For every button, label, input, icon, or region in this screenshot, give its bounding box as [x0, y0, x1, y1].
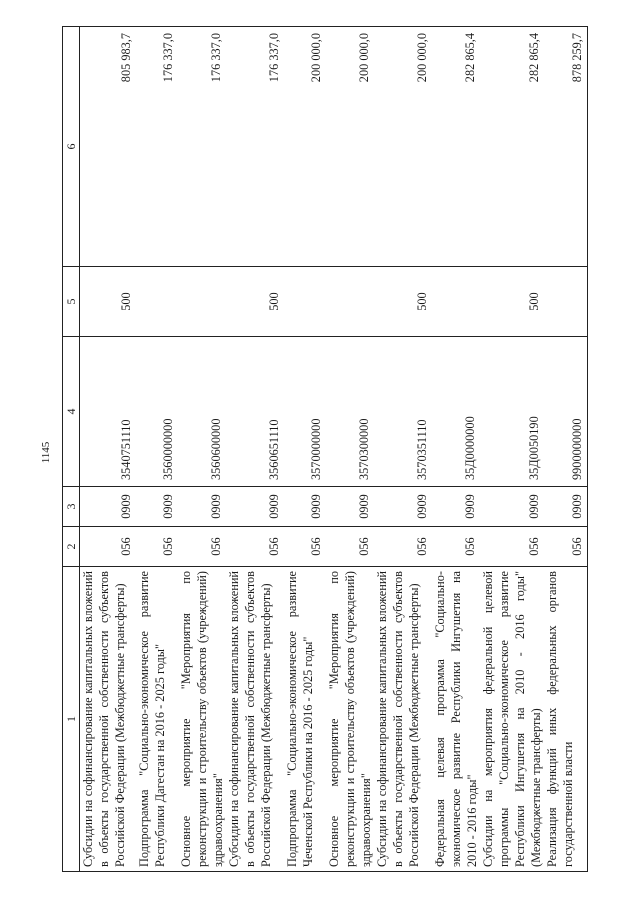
- row-name: Субсидии на софинансирование капитальных вложений в объекты государственной собственности субъектов Российской Федерации (Межбюджетные трансферты): [80, 567, 136, 872]
- row-ministry-code: 056: [284, 527, 326, 567]
- row-amount: 878 259,7: [544, 27, 588, 267]
- row-amount: 200 000,0: [326, 27, 374, 267]
- row-expense-type: [544, 267, 588, 337]
- row-section-code: 0909: [544, 487, 588, 527]
- row-amount: 200 000,0: [374, 27, 432, 267]
- row-ministry-code: 056: [178, 527, 226, 567]
- table-row: [480, 27, 544, 872]
- row-target-code: 3540751110: [80, 337, 136, 487]
- row-name: Основное мероприятие "Мероприятия по реконструкции и строительству объектов (учреждений) здравоохранения": [326, 567, 374, 872]
- header-col-5: 5: [63, 267, 80, 337]
- row-section-code: 0909: [226, 487, 284, 527]
- header-col-4: 4: [63, 337, 80, 487]
- budget-table: [62, 26, 588, 872]
- row-ministry-code: 056: [480, 527, 544, 567]
- header-col-1: 1: [63, 567, 80, 872]
- row-ministry-code: 056: [136, 527, 178, 567]
- row-expense-type: 500: [374, 267, 432, 337]
- row-target-code: 3560000000: [136, 337, 178, 487]
- row-expense-type: 500: [480, 267, 544, 337]
- row-name: Субсидии на софинансирование капитальных вложений в объекты государственной собственности субъектов Российской Федерации (Межбюджетные трансферты): [374, 567, 432, 872]
- row-section-code: 0909: [480, 487, 544, 527]
- row-ministry-code: 056: [226, 527, 284, 567]
- row-expense-type: 500: [226, 267, 284, 337]
- table-row: [178, 27, 226, 872]
- row-ministry-code: 056: [544, 527, 588, 567]
- row-section-code: 0909: [432, 487, 480, 527]
- table-row: [226, 27, 284, 872]
- row-expense-type: 500: [80, 267, 136, 337]
- row-ministry-code: 056: [80, 527, 136, 567]
- row-section-code: 0909: [80, 487, 136, 527]
- page-number: 1145: [40, 441, 52, 464]
- row-section-code: 0909: [284, 487, 326, 527]
- row-name: Подпрограмма "Социально-экономическое развитие Чеченской Республики на 2016 - 2025 годы": [284, 567, 326, 872]
- row-expense-type: [178, 267, 226, 337]
- row-ministry-code: 056: [326, 527, 374, 567]
- row-section-code: 0909: [178, 487, 226, 527]
- table-row: [432, 27, 480, 872]
- row-ministry-code: 056: [374, 527, 432, 567]
- row-expense-type: [136, 267, 178, 337]
- row-expense-type: [284, 267, 326, 337]
- row-target-code: 35Д0050190: [480, 337, 544, 487]
- row-target-code: 35Д0000000: [432, 337, 480, 487]
- row-target-code: 3560600000: [178, 337, 226, 487]
- row-target-code: 3570300000: [326, 337, 374, 487]
- row-target-code: 9900000000: [544, 337, 588, 487]
- row-amount: 282 865,4: [432, 27, 480, 267]
- row-ministry-code: 056: [432, 527, 480, 567]
- row-expense-type: [432, 267, 480, 337]
- row-amount: 176 337,0: [178, 27, 226, 267]
- table-row: [544, 27, 588, 872]
- row-expense-type: [326, 267, 374, 337]
- row-section-code: 0909: [136, 487, 178, 527]
- header-col-3: 3: [63, 487, 80, 527]
- table-row: [80, 27, 136, 872]
- table-row: [374, 27, 432, 872]
- row-name: Федеральная целевая программа "Социально-экономическое развитие Республики Ингушетия на 2010 - 2016 годы": [432, 567, 480, 872]
- header-col-2: 2: [63, 527, 80, 567]
- row-amount: 282 865,4: [480, 27, 544, 267]
- budget-table-container: [62, 27, 582, 872]
- row-name: Основное мероприятие "Мероприятия по реконструкции и строительству объектов (учреждений) здравоохранения": [178, 567, 226, 872]
- row-section-code: 0909: [374, 487, 432, 527]
- row-section-code: 0909: [326, 487, 374, 527]
- row-amount: 805 983,7: [80, 27, 136, 267]
- row-amount: 176 337,0: [226, 27, 284, 267]
- row-name: Реализация функций иных федеральных органов государственной власти: [544, 567, 588, 872]
- row-amount: 200 000,0: [284, 27, 326, 267]
- header-col-6: 6: [63, 27, 80, 267]
- table-row: [284, 27, 326, 872]
- row-amount: 176 337,0: [136, 27, 178, 267]
- row-target-code: 3570000000: [284, 337, 326, 487]
- row-name: Субсидии на софинансирование капитальных вложений в объекты государственной собственности субъектов Российской Федерации (Межбюджетные трансферты): [226, 567, 284, 872]
- header-row: [63, 27, 80, 872]
- row-name: Подпрограмма "Социально-экономическое развитие Республики Дагестан на 2016 - 2025 годы": [136, 567, 178, 872]
- row-name: Субсидии на мероприятия федеральной целевой программы "Социально-экономическое развитие Республики Ингушетия на 2010 - 2016 годы" (Межбюджетные трансферты): [480, 567, 544, 872]
- row-target-code: 3570351110: [374, 337, 432, 487]
- table-row: [326, 27, 374, 872]
- table-row: [136, 27, 178, 872]
- row-target-code: 3560651110: [226, 337, 284, 487]
